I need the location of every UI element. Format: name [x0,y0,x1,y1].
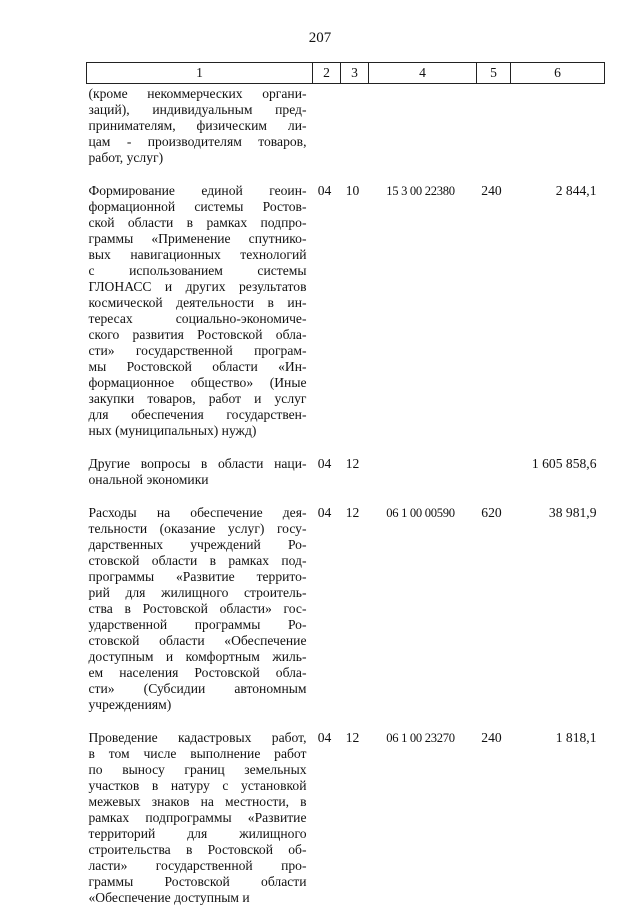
description-line: ударственной программы Ро- [89,617,307,633]
description-line: ского развития Ростовской обла- [89,327,307,343]
description-line: ГЛОНАСС и других результатов [89,279,307,295]
description-line: Расходы на обеспечение дея- [89,505,307,521]
description-line: заций), индивидуальным пред- [89,102,307,118]
row-target-article-code [369,448,477,497]
description-line: ем населения Ростовской обла- [89,665,307,681]
description-line: Другие вопросы в области наци- [89,456,307,472]
description-line: граммы «Применение спутнико- [89,231,307,247]
row-amount: 38 981,9 [511,497,605,722]
row-description [87,722,313,915]
row-target-article-code: 15 3 00 22380 [369,175,477,448]
description-line: для обеспечения государствен- [89,407,307,423]
table-row [87,497,605,722]
description-line: сти» государственной програм- [89,343,307,359]
description-line: стовской области в рамках под- [89,553,307,569]
description-line: по выносу границ земельных [89,762,307,778]
row-expense-type-code: 240 [477,175,511,448]
row-subsection-code: 10 [341,175,369,448]
description-line: тересах социально-экономиче- [89,311,307,327]
description-line: дарственных учреждений Ро- [89,537,307,553]
row-amount: 1 818,1 [511,722,605,915]
header-col-2: 2 [313,63,341,84]
row-description [87,448,313,497]
table-header [87,63,605,84]
description-line: программы «Развитие террито- [89,569,307,585]
table-body [87,84,605,915]
description-line: (кроме некоммерческих органи- [89,86,307,102]
row-description [87,84,313,176]
row-section-code: 04 [313,448,341,497]
description-line: Проведение кадастровых работ, [89,730,307,746]
description-line: ства в Ростовской области» гос- [89,601,307,617]
table-row [87,175,605,448]
row-section-code: 04 [313,497,341,722]
description-line: ской области в рамках подпро- [89,215,307,231]
row-target-article-code [369,84,477,176]
row-subsection-code [341,84,369,176]
row-subsection-code: 12 [341,448,369,497]
row-target-article-code: 06 1 00 00590 [369,497,477,722]
table-row [87,722,605,915]
description-line: строительства в Ростовской об- [89,842,307,858]
description-line: с использованием системы [89,263,307,279]
row-section-code: 04 [313,175,341,448]
description-line: «Обеспечение доступным и [89,890,307,906]
row-description [87,175,313,448]
description-line: рамках подпрограммы «Развитие [89,810,307,826]
header-col-1: 1 [87,63,313,84]
description-line: формационной системы Ростов- [89,199,307,215]
table-row [87,448,605,497]
description-line: тельности (оказание услуг) госу- [89,521,307,537]
description-line: в том числе выполнение работ [89,746,307,762]
row-expense-type-code [477,448,511,497]
description-line: работ, услуг) [89,150,307,166]
description-line: Формирование единой геоин- [89,183,307,199]
row-description [87,497,313,722]
row-expense-type-code: 240 [477,722,511,915]
description-line: мы Ростовской области «Ин- [89,359,307,375]
row-section-code [313,84,341,176]
header-col-3: 3 [341,63,369,84]
description-line: участков в натуру с установкой [89,778,307,794]
row-amount: 2 844,1 [511,175,605,448]
description-line: доступным и комфортным жиль- [89,649,307,665]
description-line: цам - производителям товаров, [89,134,307,150]
description-line: космической деятельности в ин- [89,295,307,311]
description-line: ных (муниципальных) нужд) [89,423,307,439]
description-line: принимателям, физическим ли- [89,118,307,134]
row-section-code: 04 [313,722,341,915]
description-line: закупки товаров, работ и услуг [89,391,307,407]
description-line: межевых знаков на местности, в [89,794,307,810]
description-line: вых навигационных технологий [89,247,307,263]
description-line: ласти» государственной про- [89,858,307,874]
description-line: рий для жилищного строитель- [89,585,307,601]
description-line: ональной экономики [89,472,307,488]
row-amount [511,84,605,176]
header-col-4: 4 [369,63,477,84]
header-col-5: 5 [477,63,511,84]
row-amount: 1 605 858,6 [511,448,605,497]
header-row [87,63,605,84]
row-expense-type-code: 620 [477,497,511,722]
row-target-article-code: 06 1 00 23270 [369,722,477,915]
description-line: граммы Ростовской области [89,874,307,890]
description-line: сти» (Субсидии автономным [89,681,307,697]
page-number: 207 [0,30,640,47]
row-expense-type-code [477,84,511,176]
budget-table [86,62,605,915]
description-line: формационное общество» (Иные [89,375,307,391]
row-subsection-code: 12 [341,722,369,915]
table-row [87,84,605,176]
header-col-6: 6 [511,63,605,84]
description-line: стовской области «Обеспечение [89,633,307,649]
row-subsection-code: 12 [341,497,369,722]
description-line: учреждениям) [89,697,307,713]
description-line: территорий для жилищного [89,826,307,842]
